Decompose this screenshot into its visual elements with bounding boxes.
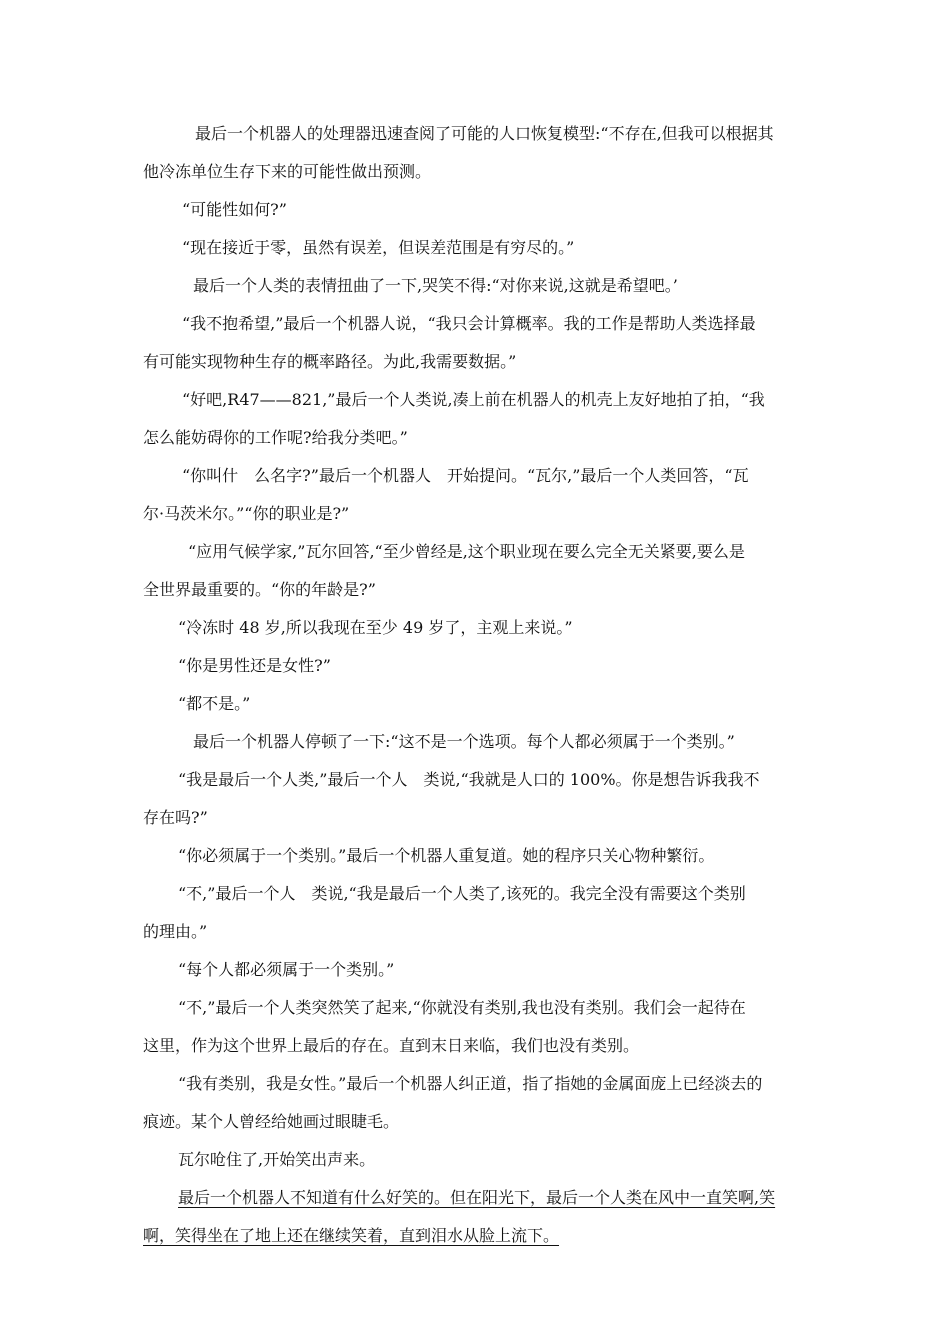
paragraph-line: “每个人都必须属于一个类别。”: [178, 960, 395, 979]
paragraph-line: 尔·马茨米尔。”“你的职业是?”: [143, 504, 350, 523]
paragraph-line: “应用气候学家,”瓦尔回答,“至少曾经是,这个职业现在要么完全无关紧要,要么是: [188, 542, 745, 561]
paragraph-line: 怎么能妨碍你的工作呢?给我分类吧。”: [143, 428, 408, 447]
paragraph-line: 最后一个人类的表情扭曲了一下,哭笑不得:“对你来说,这就是希望吧。’: [193, 276, 678, 295]
paragraph-line: “可能性如何?”: [182, 200, 287, 219]
underlined-line: 啊，笑得坐在了地上还在继续笑着，直到泪水从脸上流下。: [143, 1226, 560, 1245]
paragraph-line: 全世界最重要的。“你的年龄是?”: [143, 580, 376, 599]
paragraph-line: 痕迹。某个人曾经给她画过眼睫毛。: [143, 1112, 400, 1131]
paragraph-line: “冷冻时 48 岁,所以我现在至少 49 岁了，主观上来说。”: [178, 618, 573, 637]
paragraph-line: “不,”最后一个人类突然笑了起来,“你就没有类别,我也没有类别。我们会一起待在: [178, 998, 746, 1017]
paragraph-line: “我不抱希望,”最后一个机器人说，“我只会计算概率。我的工作是帮助人类选择最: [182, 314, 756, 333]
paragraph-line: “你叫什 么名字?”最后一个机器人 开始提问。“瓦尔,”最后一个人类回答，“瓦: [182, 466, 749, 485]
paragraph-line: “都不是。”: [178, 694, 251, 713]
paragraph-line: “你是男性还是女性?”: [178, 656, 331, 675]
paragraph-line: 存在吗?”: [143, 808, 208, 827]
paragraph-line: 他冷冻单位生存下来的可能性做出预测。: [143, 162, 432, 181]
paragraph-line: 最后一个机器人停顿了一下:“这不是一个选项。每个人都必须属于一个类别。”: [193, 732, 735, 751]
paragraph-line: “不,”最后一个人 类说,“我是最后一个人类了,该死的。我完全没有需要这个类别: [178, 884, 746, 903]
paragraph-line: 最后一个机器人的处理器迅速查阅了可能的人口恢复模型:“不存在,但我可以根据其: [195, 124, 774, 143]
underlined-line: 最后一个机器人不知道有什么好笑的。但在阳光下，最后一个人类在风中一直笑啊,笑: [178, 1188, 776, 1207]
paragraph-line: “好吧,R47——821,”最后一个人类说,凑上前在机器人的机壳上友好地拍了拍，“我: [182, 390, 765, 409]
paragraph-line: 这里，作为这个世界上最后的存在。直到末日来临，我们也没有类别。: [143, 1036, 640, 1055]
paragraph-line: “我是最后一个人类,”最后一个人 类说,“我就是人口的 100%。你是想告诉我我不: [178, 770, 760, 789]
paragraph-line: 瓦尔呛住了,开始笑出声来。: [178, 1150, 376, 1169]
paragraph-line: 有可能实现物种生存的概率路径。为此,我需要数据。”: [143, 352, 517, 371]
paragraph-line: “你必须属于一个类别。”最后一个机器人重复道。她的程序只关心物种繁衍。: [178, 846, 715, 865]
paragraph-line: “现在接近于零，虽然有误差，但误差范围是有穷尽的。”: [182, 238, 575, 257]
paragraph-line: “我有类别，我是女性。”最后一个机器人纠正道，指了指她的金属面庞上已经淡去的: [178, 1074, 763, 1093]
paragraph-line: 的理由。”: [143, 922, 208, 941]
